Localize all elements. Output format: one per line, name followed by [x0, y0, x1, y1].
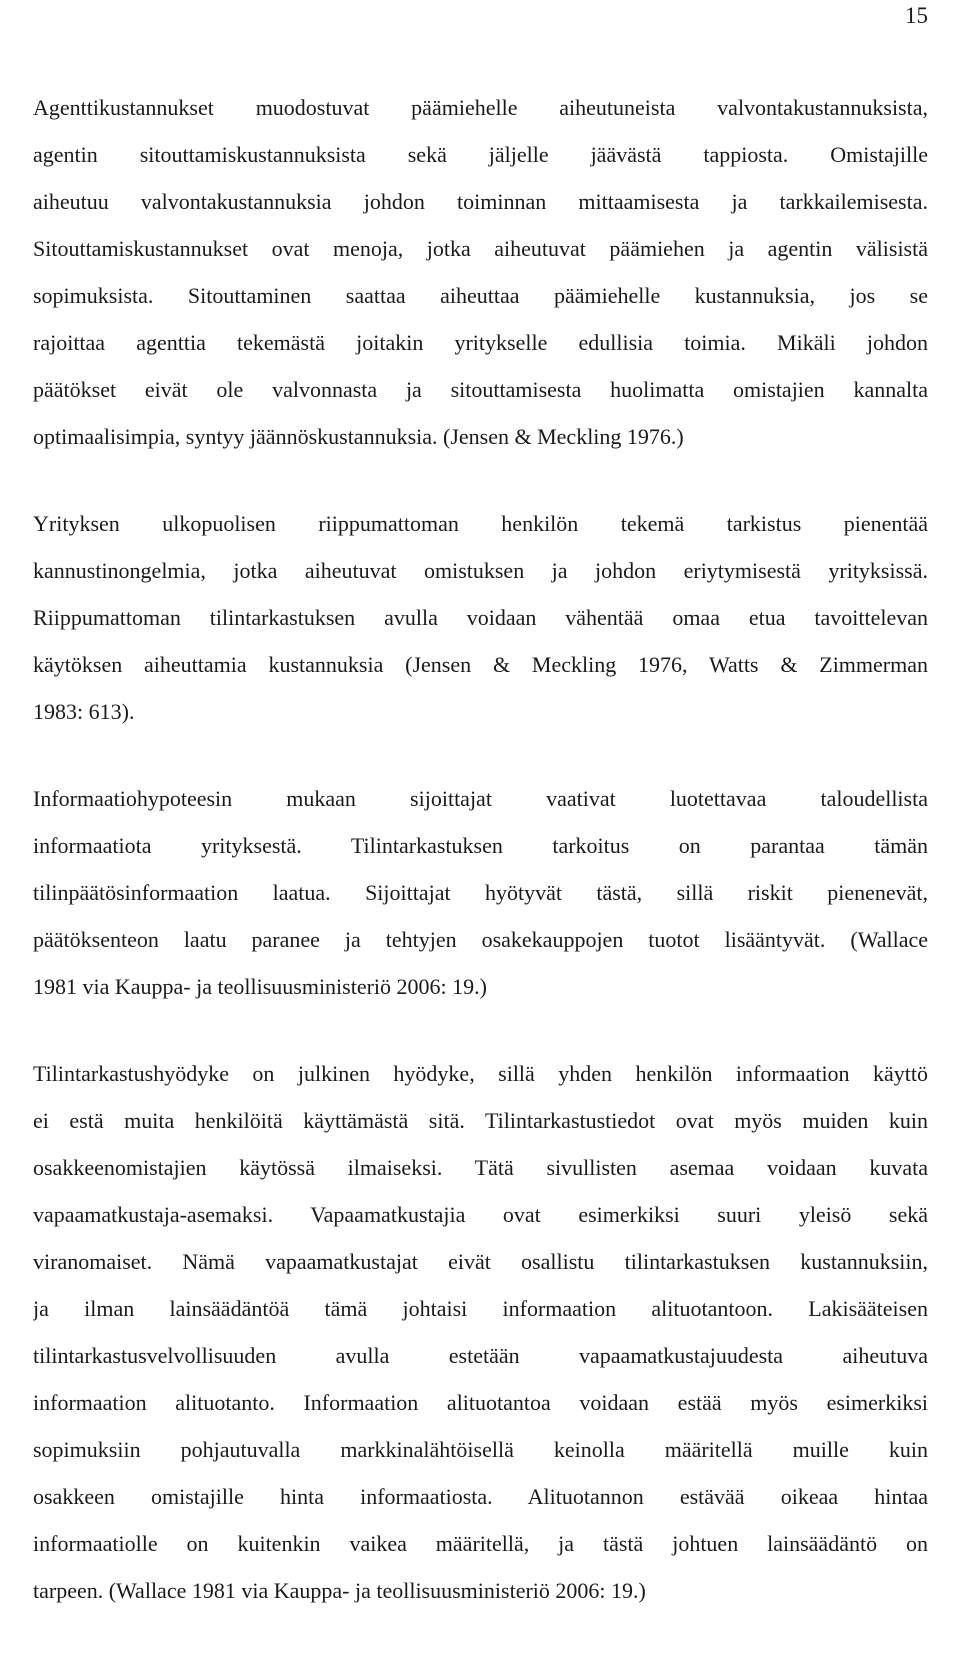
text-line: tarpeen. (Wallace 1981 via Kauppa- ja teollisuusministeriö 2006: 19.): [33, 1578, 646, 1603]
paragraph-public-good: [33, 1050, 928, 1614]
text-line: kannustinongelmia, jotka aiheutuvat omistuksen ja johdon eriytymisestä yrityksissä.: [33, 558, 928, 583]
text-line: Sitouttamiskustannukset ovat menoja, jotka aiheutuvat päämiehen ja agentin välisistä: [33, 236, 928, 261]
text-line: vapaamatkustaja-asemaksi. Vapaamatkustajia ovat esimerkiksi suuri yleisö sekä: [33, 1202, 928, 1227]
text-line: osakkeenomistajien käytössä ilmaiseksi. Tätä sivullisten asemaa voidaan kuvata: [33, 1155, 928, 1180]
text-line: 1983: 613).: [33, 699, 135, 724]
text-line: Riippumattoman tilintarkastuksen avulla voidaan vähentää omaa etua tavoittelevan: [33, 605, 928, 630]
text-line: sopimuksista. Sitouttaminen saattaa aiheuttaa päämiehelle kustannuksia, jos se: [33, 283, 928, 308]
paragraph-agency-costs: [33, 84, 928, 460]
page-number: 15: [905, 3, 928, 28]
text-line: Agenttikustannukset muodostuvat päämiehelle aiheutuneista valvontakustannuksista,: [33, 95, 928, 120]
text-line: Tilintarkastushyödyke on julkinen hyödyke, sillä yhden henkilön informaation käyttö: [33, 1061, 928, 1086]
text-line: päätöksenteon laatu paranee ja tehtyjen osakekauppojen tuotot lisääntyvät. (Wallace: [33, 927, 928, 952]
text-line: informaatiota yrityksestä. Tilintarkastuksen tarkoitus on parantaa tämän: [33, 833, 928, 858]
text-line: agentin sitouttamiskustannuksista sekä jäljelle jäävästä tappiosta. Omistajille: [33, 142, 928, 167]
text-line: käytöksen aiheuttamia kustannuksia (Jensen & Meckling 1976, Watts & Zimmerman: [33, 652, 928, 677]
text-line: informaation alituotanto. Informaation alituotantoa voidaan estää myös esimerkiksi: [33, 1390, 928, 1415]
text-line: ei estä muita henkilöitä käyttämästä sitä. Tilintarkastustiedot ovat myös muiden kuin: [33, 1108, 928, 1133]
text-line: 1981 via Kauppa- ja teollisuusministeriö 2006: 19.): [33, 974, 487, 999]
text-line: sopimuksiin pohjautuvalla markkinalähtöisellä keinolla määritellä muille kuin: [33, 1437, 928, 1462]
text-line: informaatiolle on kuitenkin vaikea määritellä, ja tästä johtuen lainsäädäntö on: [33, 1531, 928, 1556]
paragraph-spacer: [33, 460, 928, 500]
paragraph-information-hypothesis: [33, 775, 928, 1010]
body-text: [33, 84, 928, 1614]
text-line: Yrityksen ulkopuolisen riippumattoman henkilön tekemä tarkistus pienentää: [33, 511, 928, 536]
text-line: aiheutuu valvontakustannuksia johdon toiminnan mittaamisesta ja tarkkailemisesta.: [33, 189, 928, 214]
text-line: päätökset eivät ole valvonnasta ja sitouttamisesta huolimatta omistajien kannalta: [33, 377, 928, 402]
paragraph-independent-audit: [33, 500, 928, 735]
text-line: Informaatiohypoteesin mukaan sijoittajat vaativat luotettavaa taloudellista: [33, 786, 928, 811]
text-line: viranomaiset. Nämä vapaamatkustajat eivät osallistu tilintarkastuksen kustannuksiin,: [33, 1249, 928, 1274]
paragraph-spacer: [33, 735, 928, 775]
text-line: tilintarkastusvelvollisuuden avulla estetään vapaamatkustajuudesta aiheutuva: [33, 1343, 928, 1368]
text-line: optimaalisimpia, syntyy jäännöskustannuksia. (Jensen & Meckling 1976.): [33, 424, 684, 449]
text-line: osakkeen omistajille hinta informaatiosta. Alituotannon estävää oikeaa hintaa: [33, 1484, 928, 1509]
text-line: rajoittaa agenttia tekemästä joitakin yritykselle edullisia toimia. Mikäli johdon: [33, 330, 928, 355]
text-line: ja ilman lainsäädäntöä tämä johtaisi informaation alituotantoon. Lakisääteisen: [33, 1296, 928, 1321]
text-line: tilinpäätösinformaation laatua. Sijoittajat hyötyvät tästä, sillä riskit pienenevät,: [33, 880, 928, 905]
paragraph-spacer: [33, 1010, 928, 1050]
